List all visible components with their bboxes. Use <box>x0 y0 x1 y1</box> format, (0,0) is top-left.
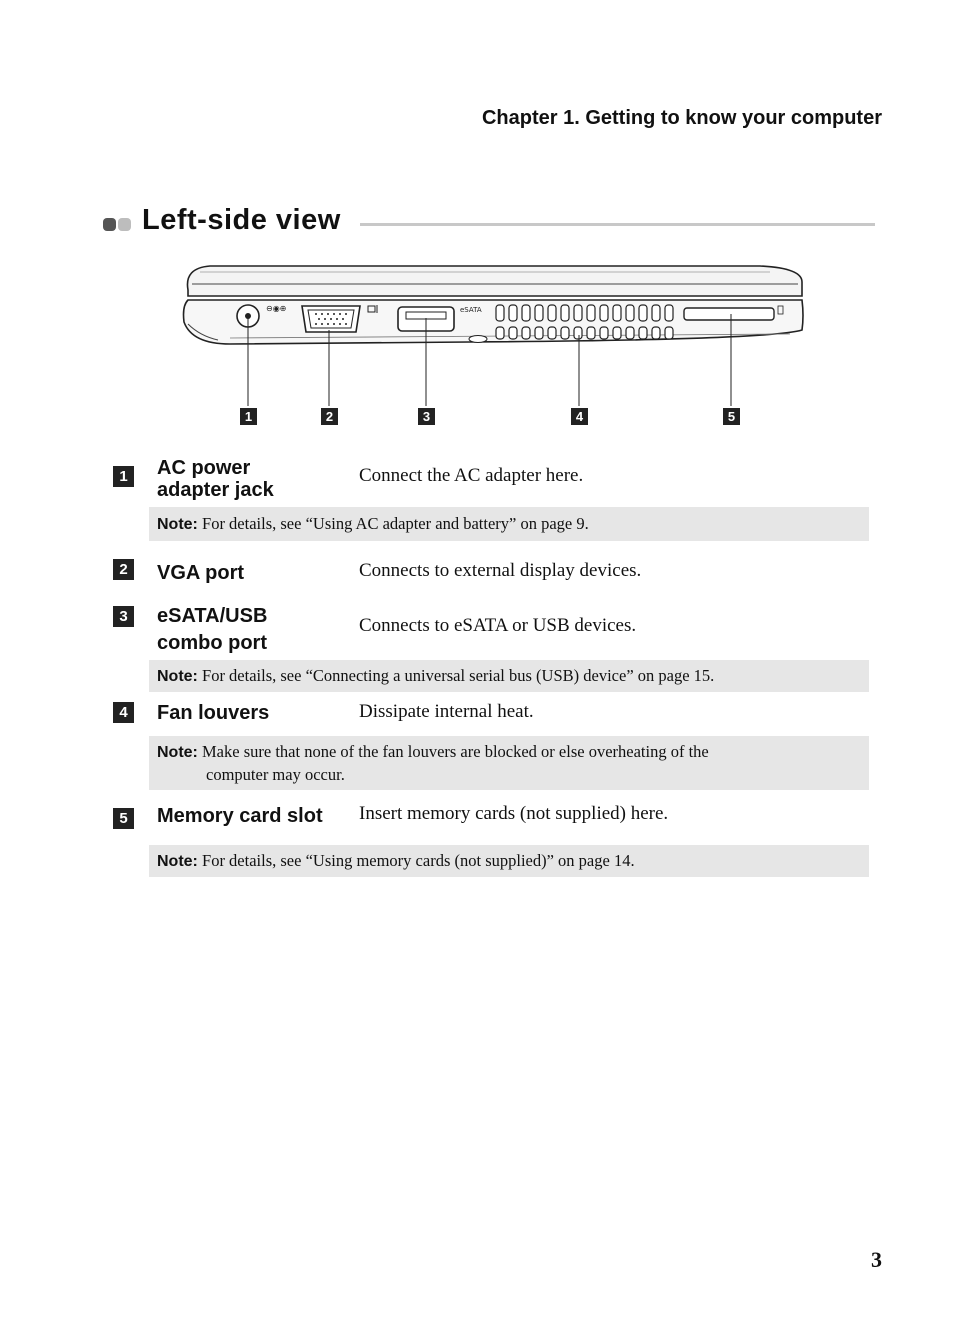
note-usb <box>149 660 869 692</box>
callout-1: 1 <box>240 408 257 425</box>
item-description-esata-usb: Connects to eSATA or USB devices. <box>359 615 637 636</box>
item-description-vga: Connects to external display devices. <box>359 560 642 581</box>
note-fan-louvers <box>149 736 869 790</box>
note-text: For details, see “Using AC adapter and battery” on page 9. <box>202 514 589 533</box>
callout-4: 4 <box>571 408 588 425</box>
esata-port-label: eSATA <box>460 306 482 314</box>
callout-3: 3 <box>418 408 435 425</box>
item-term-memory-card: Memory card slot <box>157 805 323 827</box>
note-text: For details, see “Connecting a universal serial bus (USB) device” on page 15. <box>202 666 715 685</box>
callout-2: 2 <box>321 408 338 425</box>
item-description-ac-power: Connect the AC adapter here. <box>359 465 584 486</box>
svg-text:⊖◉⊕: ⊖◉⊕ <box>266 304 287 313</box>
item-term-fan-louvers: Fan louvers <box>157 702 270 724</box>
laptop-left-side-illustration <box>170 260 820 435</box>
item-number-2: 2 <box>113 559 134 580</box>
item-description-memory-card: Insert memory cards (not supplied) here. <box>359 803 669 824</box>
section-header <box>103 204 875 244</box>
term-line: combo port <box>157 632 267 654</box>
item-number-4: 4 <box>113 702 134 723</box>
item-number-1: 1 <box>113 466 134 487</box>
note-label: Note: <box>157 744 198 761</box>
item-term-vga: VGA port <box>157 562 245 584</box>
item-term-ac-power <box>157 457 274 501</box>
section-title: Left-side view <box>142 204 341 236</box>
note-text-continued: computer may occur. <box>206 765 345 784</box>
note-label: Note: <box>157 516 198 533</box>
chapter-heading: Chapter 1. Getting to know your computer <box>481 107 882 129</box>
section-bullet-icon <box>103 218 133 236</box>
term-line: adapter jack <box>157 479 274 501</box>
callout-5: 5 <box>723 408 740 425</box>
note-ac-adapter <box>149 507 869 541</box>
note-text: Make sure that none of the fan louvers are blocked or else overheating of the <box>202 742 709 761</box>
term-line: AC power <box>157 457 251 479</box>
note-text: For details, see “Using memory cards (not supplied)” on page 14. <box>202 851 635 870</box>
note-memory-cards <box>149 845 869 877</box>
item-term-esata-usb <box>157 603 267 657</box>
page-number: 3 <box>871 1247 882 1272</box>
note-label: Note: <box>157 853 198 870</box>
item-description-fan-louvers: Dissipate internal heat. <box>359 701 534 722</box>
note-label: Note: <box>157 668 198 685</box>
title-rule <box>360 223 875 226</box>
item-number-5: 5 <box>113 808 134 829</box>
term-line: eSATA/USB <box>157 605 268 627</box>
item-number-3: 3 <box>113 606 134 627</box>
